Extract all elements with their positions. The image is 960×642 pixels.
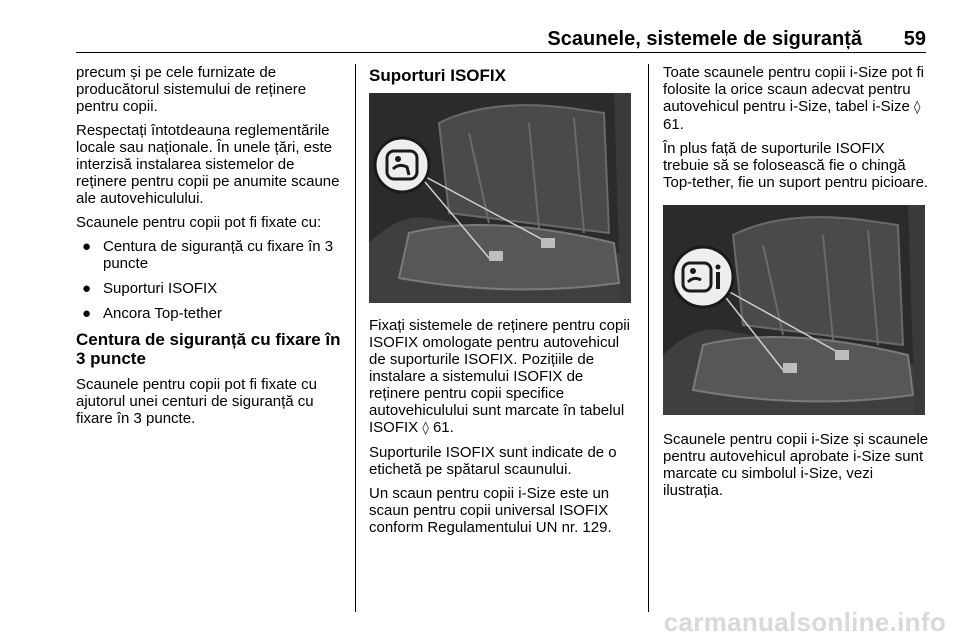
- list-item: ● Centura de siguranță cu fixare în 3 puncte: [82, 238, 334, 272]
- section-heading: Suporturi ISOFIX: [369, 66, 506, 85]
- paragraph: Suporturile ISOFIX sunt indicate de o etichetă pe spătarul scaunului.: [369, 444, 617, 478]
- paragraph: Scaunele pentru copii i-Size și scaunele pentru autovehicul aprobate i-Size sunt marcate cu simbolul i-Size, vezi ilustrația.: [663, 431, 929, 499]
- list-item: ● Suporturi ISOFIX: [82, 280, 218, 297]
- bullet-icon: ●: [82, 238, 92, 255]
- bullet-icon: ●: [82, 280, 92, 297]
- paragraph: precum și pe cele furnizate de producătorul sistemului de reținere pentru copii.: [76, 64, 307, 115]
- column-divider: [648, 64, 649, 612]
- paragraph: Respectați întotdeauna reglementările locale sau naționale. În unele țări, este interzisă instalarea sistemelor de reținere pentru copii pe anumite scaune ale autovehiculului.: [76, 122, 340, 207]
- paragraph: Fixați sistemele de reținere pentru copii ISOFIX omologate pentru autovehicul de suporturile ISOFIX. Pozițiile de instalare a sistemului ISOFIX de reținere pentru copii specifice autovehiculului sunt marcate în tabelul ISOFIX ◊ 61.: [369, 317, 630, 436]
- isofix-seat-figure: [369, 93, 631, 303]
- page-number: 59: [903, 28, 926, 50]
- page-reference-icon: ◊: [913, 100, 921, 115]
- paragraph: Scaunele pentru copii pot fi fixate cu:: [76, 214, 322, 231]
- paragraph: Toate scaunele pentru copii i-Size pot fi folosite la orice scaun adecvat pentru autovehicul pentru i-Size, tabel i-Size ◊ 61.: [663, 64, 924, 133]
- watermark: carmanualsonline.info: [663, 607, 946, 637]
- bullet-icon: ●: [82, 305, 92, 322]
- column-1: [76, 64, 346, 434]
- paragraph: În plus față de suporturile ISOFIX trebuie să se folosească fie o chingă Top-tether, fie un suport pentru picioare.: [663, 140, 929, 191]
- page-header: [76, 26, 926, 53]
- list-item: ● Ancora Top-tether: [82, 305, 222, 322]
- section-heading: Centura de siguranță cu fixare în 3 puncte: [76, 330, 341, 368]
- paragraph: Un scaun pentru copii i-Size este un scaun pentru copii universal ISOFIX conform Regulamentului UN nr. 129.: [369, 485, 612, 536]
- i-size-seat-figure: [663, 205, 925, 415]
- header-title: Scaunele, sistemele de siguranță: [547, 28, 862, 50]
- column-divider: [355, 64, 356, 612]
- column-3: [663, 64, 929, 506]
- column-2: [369, 64, 637, 543]
- paragraph: Scaunele pentru copii pot fi fixate cu ajutorul unei centuri de siguranță cu fixare în 3 puncte.: [76, 376, 317, 427]
- bullet-list: [76, 238, 346, 322]
- page-reference-icon: ◊: [422, 421, 429, 436]
